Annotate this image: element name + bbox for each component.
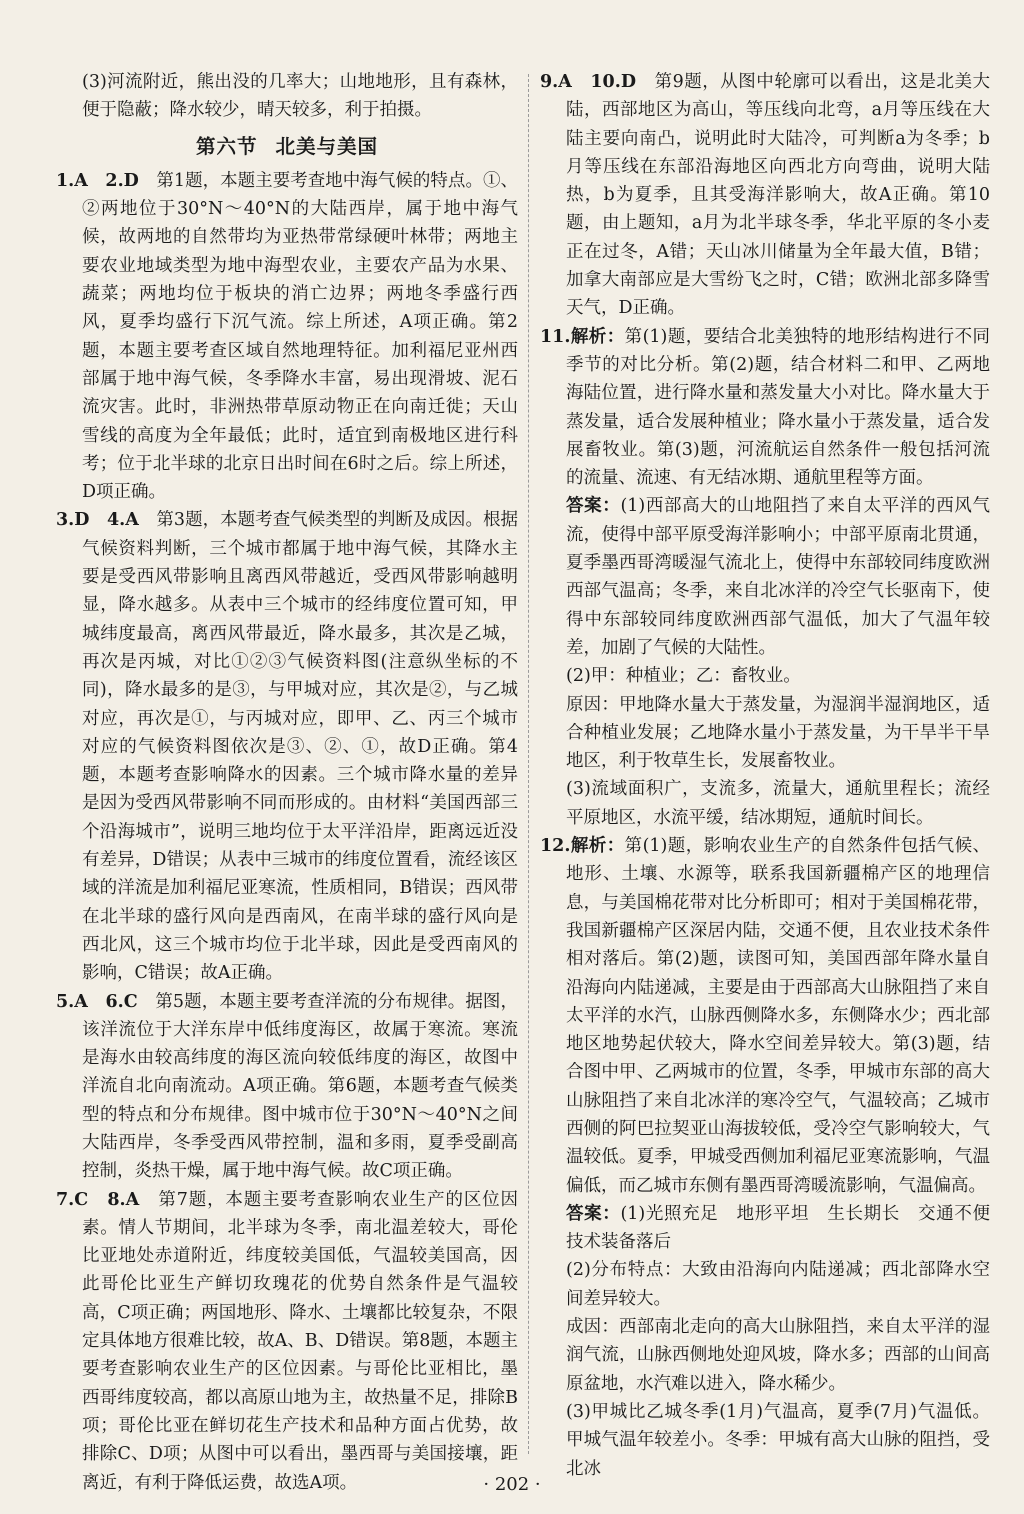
intro-answer-3: (3)河流附近，熊出没的几率大；山地地形，且有森林，便于隐蔽；降水较少，晴天较多，利于拍摄。 bbox=[82, 72, 518, 121]
answer-label: 答案： bbox=[566, 1203, 621, 1224]
answer-lead: 7.C 8.A bbox=[56, 1189, 140, 1210]
answer-q11-2: (2)甲：种植业；乙：畜牧业。 bbox=[566, 666, 801, 687]
answer-text: 第9题，从图中轮廓可以看出，这是北美大陆，西部地区为高山，等压线向北弯，a月等压线在大陆主要向南凸，说明此时大陆冷，可判断a为冬季；b月等压线在东部沿海地区向西北方向弯曲，说明大陆热，b为夏季，且其受海洋影响大，故A正确。第10题，由上题知，a月为北半球冬季，华北平原的冬小麦正在过冬，A错；天山冰川储量为全年最大值，B错；加拿大南部应是大雪纷飞之时，C错；欧洲北部多降雪天气，D正确。 bbox=[566, 72, 991, 319]
column-divider bbox=[528, 74, 529, 1454]
section-title bbox=[56, 133, 518, 161]
answer-text: (1)光照充足 地形平坦 生长期长 交通不便 技术装备落后 bbox=[566, 1203, 1008, 1253]
answer-q12-2-cause: 成因：西部南北走向的高大山脉阻挡，来自太平洋的湿润气流，山脉西侧地处迎风坡，降水多；西部的山间高原盆地，水汽难以进入，降水稀少。 bbox=[566, 1317, 990, 1394]
answer-q12-analysis bbox=[540, 832, 990, 1200]
answer-q12-3: (3)甲城比乙城冬季(1月)气温高，夏季(7月)气温低。甲城气温年较差小。冬季：甲城有高大山脉的阻挡，受北冰 bbox=[566, 1401, 990, 1479]
answer-lead: 5.A 6.C bbox=[56, 991, 138, 1012]
analysis-lead: 12.解析： bbox=[540, 836, 625, 857]
answer-text: 第5题，本题主要考查洋流的分布规律。据图，该洋流位于大洋东岸中低纬度海区，故属于寒流。寒流是海水由较高纬度的海区流向较低纬度的海区，故图中洋流自北向南流动。A项正确。第6题，本题考查气候类型的特点和分布规律。图中城市位于30°N～40°N之间大陆西岸，冬季受西风带控制，温和多雨，夏季受副高控制，炎热干燥，属于地中海气候。故C项正确。 bbox=[82, 991, 519, 1182]
answer-q11-2-reason: 原因：甲地降水量大于蒸发量，为湿润半湿润地区，适合种植业发展；乙地降水量小于蒸发量，为干旱半干旱地区，利于牧草生长，发展畜牧业。 bbox=[566, 694, 990, 772]
answer-text: (1)西部高大的山地阻挡了来自太平洋的西风气流，使得中部平原受海洋影响小；中部平原南北贯通，夏季墨西哥湾暖湿气流北上，使得中东部较同纬度欧洲西部气温高；冬季，来自北冰洋的冷空气长驱南下，使得中东部较同纬度欧洲西部气温低，加大了气温年较差，加剧了气候的大陆性。 bbox=[566, 496, 990, 658]
answer-q5-q6 bbox=[56, 988, 518, 1186]
answer-q12-1 bbox=[540, 1200, 1008, 1257]
analysis-lead: 11.解析： bbox=[540, 326, 625, 347]
analysis-text: 第(1)题，影响农业生产的自然条件包括气候、地形、土壤、水源等，联系我国新疆棉产区的地理信息，与美国棉花带对比分析即可；相对于美国棉花带，我国新疆棉产区深居内陆，交通不便，且农业技术条件相对落后。第(2)题，读图可知，美国西部年降水量自沿海向内陆递减，主要是由于西部高大山脉阻挡了来自太平洋的水汽，山脉西侧降水多，东侧降水少；西北部地区地势起伏较大，降水空间差异较大。第(3)题，结合图中甲、乙两城市的位置，冬季，甲城市东部的高大山脉阻挡了来自北冰洋的寒冷空气，气温较高；乙城市西侧的阿巴拉契亚山海拔较低，受冷空气影响较大，气温较低。夏季，甲城受西侧加利福尼亚寒流影响，气温偏低，而乙城市东侧有墨西哥湾暖流影响，气温偏高。 bbox=[566, 836, 990, 1196]
section-number: 第六节 bbox=[195, 134, 258, 158]
answer-q9-q10 bbox=[540, 68, 990, 323]
page-number: · 202 · bbox=[483, 1474, 541, 1495]
answer-lead: 3.D 4.A bbox=[56, 510, 139, 531]
answer-q11-3: (3)流域面积广，支流多，流量大，通航里程长；流经平原地区，水流平缓，结冰期短，通航时间长。 bbox=[566, 779, 990, 828]
answer-text: 第3题，本题考查气候类型的判断及成因。根据气候资料判断，三个城市都属于地中海气候，其降水主要是受西风带影响且离西风带越近，受西风带影响越明显，降水越多。从表中三个城市的经纬度位置可知，甲城纬度最高，离西风带最近，降水最多，其次是乙城，再次是丙城，对比①②③气候资料图(注意纵坐标的不同)，降水最多的是③，与甲城对应，其次是②，与乙城对应，再次是①，与丙城对应，即甲、乙、丙三个城市对应的气候资料图依次是③、②、①，故D正确。第4题，本题考查影响降水的因素。三个城市降水量的差异是因为受西风带影响不同而形成的。由材料“美国西部三个沿海城市”，说明三地均位于太平洋沿岸，距离远近没有差异，D错误；从表中三城市的纬度位置看，流经该区域的洋流是加利福尼亚寒流，性质相同，B错误；西风带在北半球的盛行风向是西南风，在南半球的盛行风向是西北风，这三个城市均位于北半球，因此是受西南风的影响，C错误；故A正确。 bbox=[82, 510, 518, 984]
right-column bbox=[540, 68, 1008, 1483]
answer-q11-analysis bbox=[540, 323, 990, 493]
answer-q11-1 bbox=[540, 492, 990, 662]
answer-lead: 9.A 10.D bbox=[540, 72, 637, 92]
left-column bbox=[56, 68, 518, 1497]
answer-label: 答案： bbox=[566, 496, 621, 517]
answer-text: 第7题，本题主要考查影响农业生产的区位因素。情人节期间，北半球为冬季，南北温差较大，哥伦比亚地处赤道附近，纬度较美国低，气温较美国高，因此哥伦比亚生产鲜切玫瑰花的优势自然条件是气温较高，C项正确；两国地形、降水、土壤都比较复杂，不限定具体地方很难比较，故A、B、D错误。第8题，本题主要考查影响农业生产的区位因素。与哥伦比亚相比，墨西哥纬度较高，都以高原山地为主，故热量不足，排除B项；哥伦比亚在鲜切花生产技术和品种方面占优势，故排除C、D项；从图中可以看出，墨西哥与美国接壤，距离近，有利于降低运费，故选A项。 bbox=[82, 1189, 519, 1493]
answer-q7-q8 bbox=[56, 1186, 518, 1497]
answer-q1-q2 bbox=[56, 167, 518, 507]
section-name: 北美与美国 bbox=[275, 134, 379, 158]
answer-q3-q4 bbox=[56, 506, 518, 987]
analysis-text: 第(1)题，要结合北美独特的地形结构进行不同季节的对比分析。第(2)题，结合材料二和甲、乙两地海陆位置，进行降水量和蒸发量大小对比。降水量大于蒸发量，适合发展种植业；降水量小于蒸发量，适合发展畜牧业。第(3)题，河流航运自然条件一般包括河流的流量、流速、有无结冰期、通航里程等方面。 bbox=[566, 326, 990, 489]
answer-text: 第1题，本题主要考查地中海气候的特点。①、②两地位于30°N～40°N的大陆西岸，属于地中海气候，故两地的自然带均为亚热带常绿硬叶林带；两地主要农业地域类型为地中海型农业，主要农产品为水果、蔬菜；两地均位于板块的消亡边界；两地冬季盛行西风，夏季均盛行下沉气流。综上所述，A项正确。第2题，本题主要考查区域自然地理特征。加利福尼亚州西部属于地中海气候，冬季降水丰富，易出现滑坡、泥石流灾害。此时，非洲热带草原动物正在向南迁徙；天山雪线的高度为全年最低；此时，适宜到南极地区进行科考；位于北半球的北京日出时间在6时之后。综上所述，D项正确。 bbox=[82, 170, 518, 503]
answer-lead: 1.A 2.D bbox=[56, 170, 139, 191]
answer-q12-2: (2)分布特点：大致由沿海向内陆递减；西北部降水空间差异较大。 bbox=[566, 1260, 990, 1309]
